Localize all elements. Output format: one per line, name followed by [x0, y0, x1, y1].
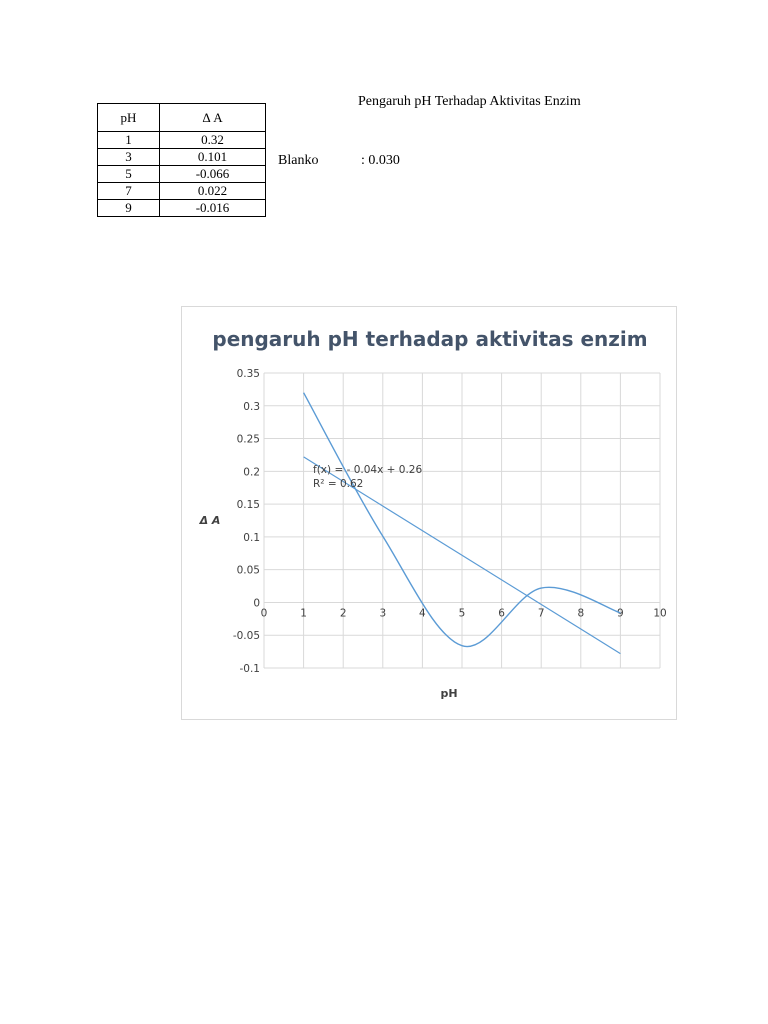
- y-tick-label: 0.25: [236, 433, 260, 446]
- chart-svg: [182, 307, 678, 721]
- table-cell-ph: 1: [98, 132, 160, 149]
- table-cell-ph: 7: [98, 183, 160, 200]
- chart-grid: [264, 373, 660, 668]
- x-tick-label: 3: [379, 607, 387, 620]
- blanko-label: Blanko: [278, 153, 319, 168]
- table-header-ph: pH: [98, 104, 160, 132]
- y-tick-label: 0.05: [236, 564, 260, 577]
- y-tick-label: -0.1: [239, 663, 260, 675]
- table-cell-ph: 5: [98, 166, 160, 183]
- y-tick-label: -0.05: [232, 630, 260, 643]
- y-tick-label: 0.15: [236, 499, 260, 512]
- x-tick-label: 9: [617, 607, 624, 620]
- x-tick-label: 2: [339, 607, 347, 620]
- document-title: Pengaruh pH Terhadap Aktivitas Enzim: [358, 94, 581, 109]
- table-cell-delta-a: 0.32: [160, 132, 266, 149]
- table-row: [98, 200, 266, 217]
- x-tick-label: 8: [577, 607, 585, 620]
- y-axis-label: Δ A: [199, 514, 221, 527]
- x-tick-label: 4: [419, 607, 426, 620]
- chart-container: [181, 306, 677, 720]
- y-tick-label: 0.2: [243, 466, 260, 479]
- table-row: [98, 166, 266, 183]
- table-cell-delta-a: 0.101: [160, 149, 266, 166]
- blanko-value: : 0.030: [361, 153, 400, 168]
- x-tick-label: 10: [653, 607, 667, 620]
- table-header-delta-a: [160, 104, 266, 132]
- data-table: [97, 103, 266, 217]
- y-tick-label: 0.3: [243, 400, 260, 413]
- table-cell-delta-a: -0.066: [160, 166, 266, 183]
- table-header-delta-a-text: Δ A: [202, 109, 223, 125]
- x-tick-label: 1: [300, 607, 307, 620]
- table-row: [98, 183, 266, 200]
- x-axis-label: pH: [440, 687, 458, 700]
- table-row: [98, 149, 266, 166]
- y-tick-label: 0.1: [243, 531, 260, 544]
- x-tick-label: 5: [458, 607, 466, 620]
- table-row: [98, 132, 266, 149]
- trendline-r-squared: R² = 0.62: [313, 478, 364, 490]
- table-cell-delta-a: -0.016: [160, 200, 266, 217]
- table-cell-delta-a: 0.022: [160, 183, 266, 200]
- x-tick-label: 7: [537, 607, 545, 620]
- table-cell-ph: 9: [98, 200, 160, 217]
- table-cell-ph: 3: [98, 149, 160, 166]
- y-tick-label: 0: [253, 597, 260, 610]
- chart-ticks: [233, 368, 667, 675]
- trendline-equation: f(x) = - 0.04x + 0.26: [313, 464, 423, 476]
- x-tick-label: 0: [260, 607, 268, 620]
- chart-title: pengaruh pH terhadap aktivitas enzim: [212, 327, 648, 351]
- table-header-row: [98, 104, 266, 132]
- y-tick-label: 0.35: [236, 368, 260, 380]
- x-tick-label: 6: [498, 607, 505, 620]
